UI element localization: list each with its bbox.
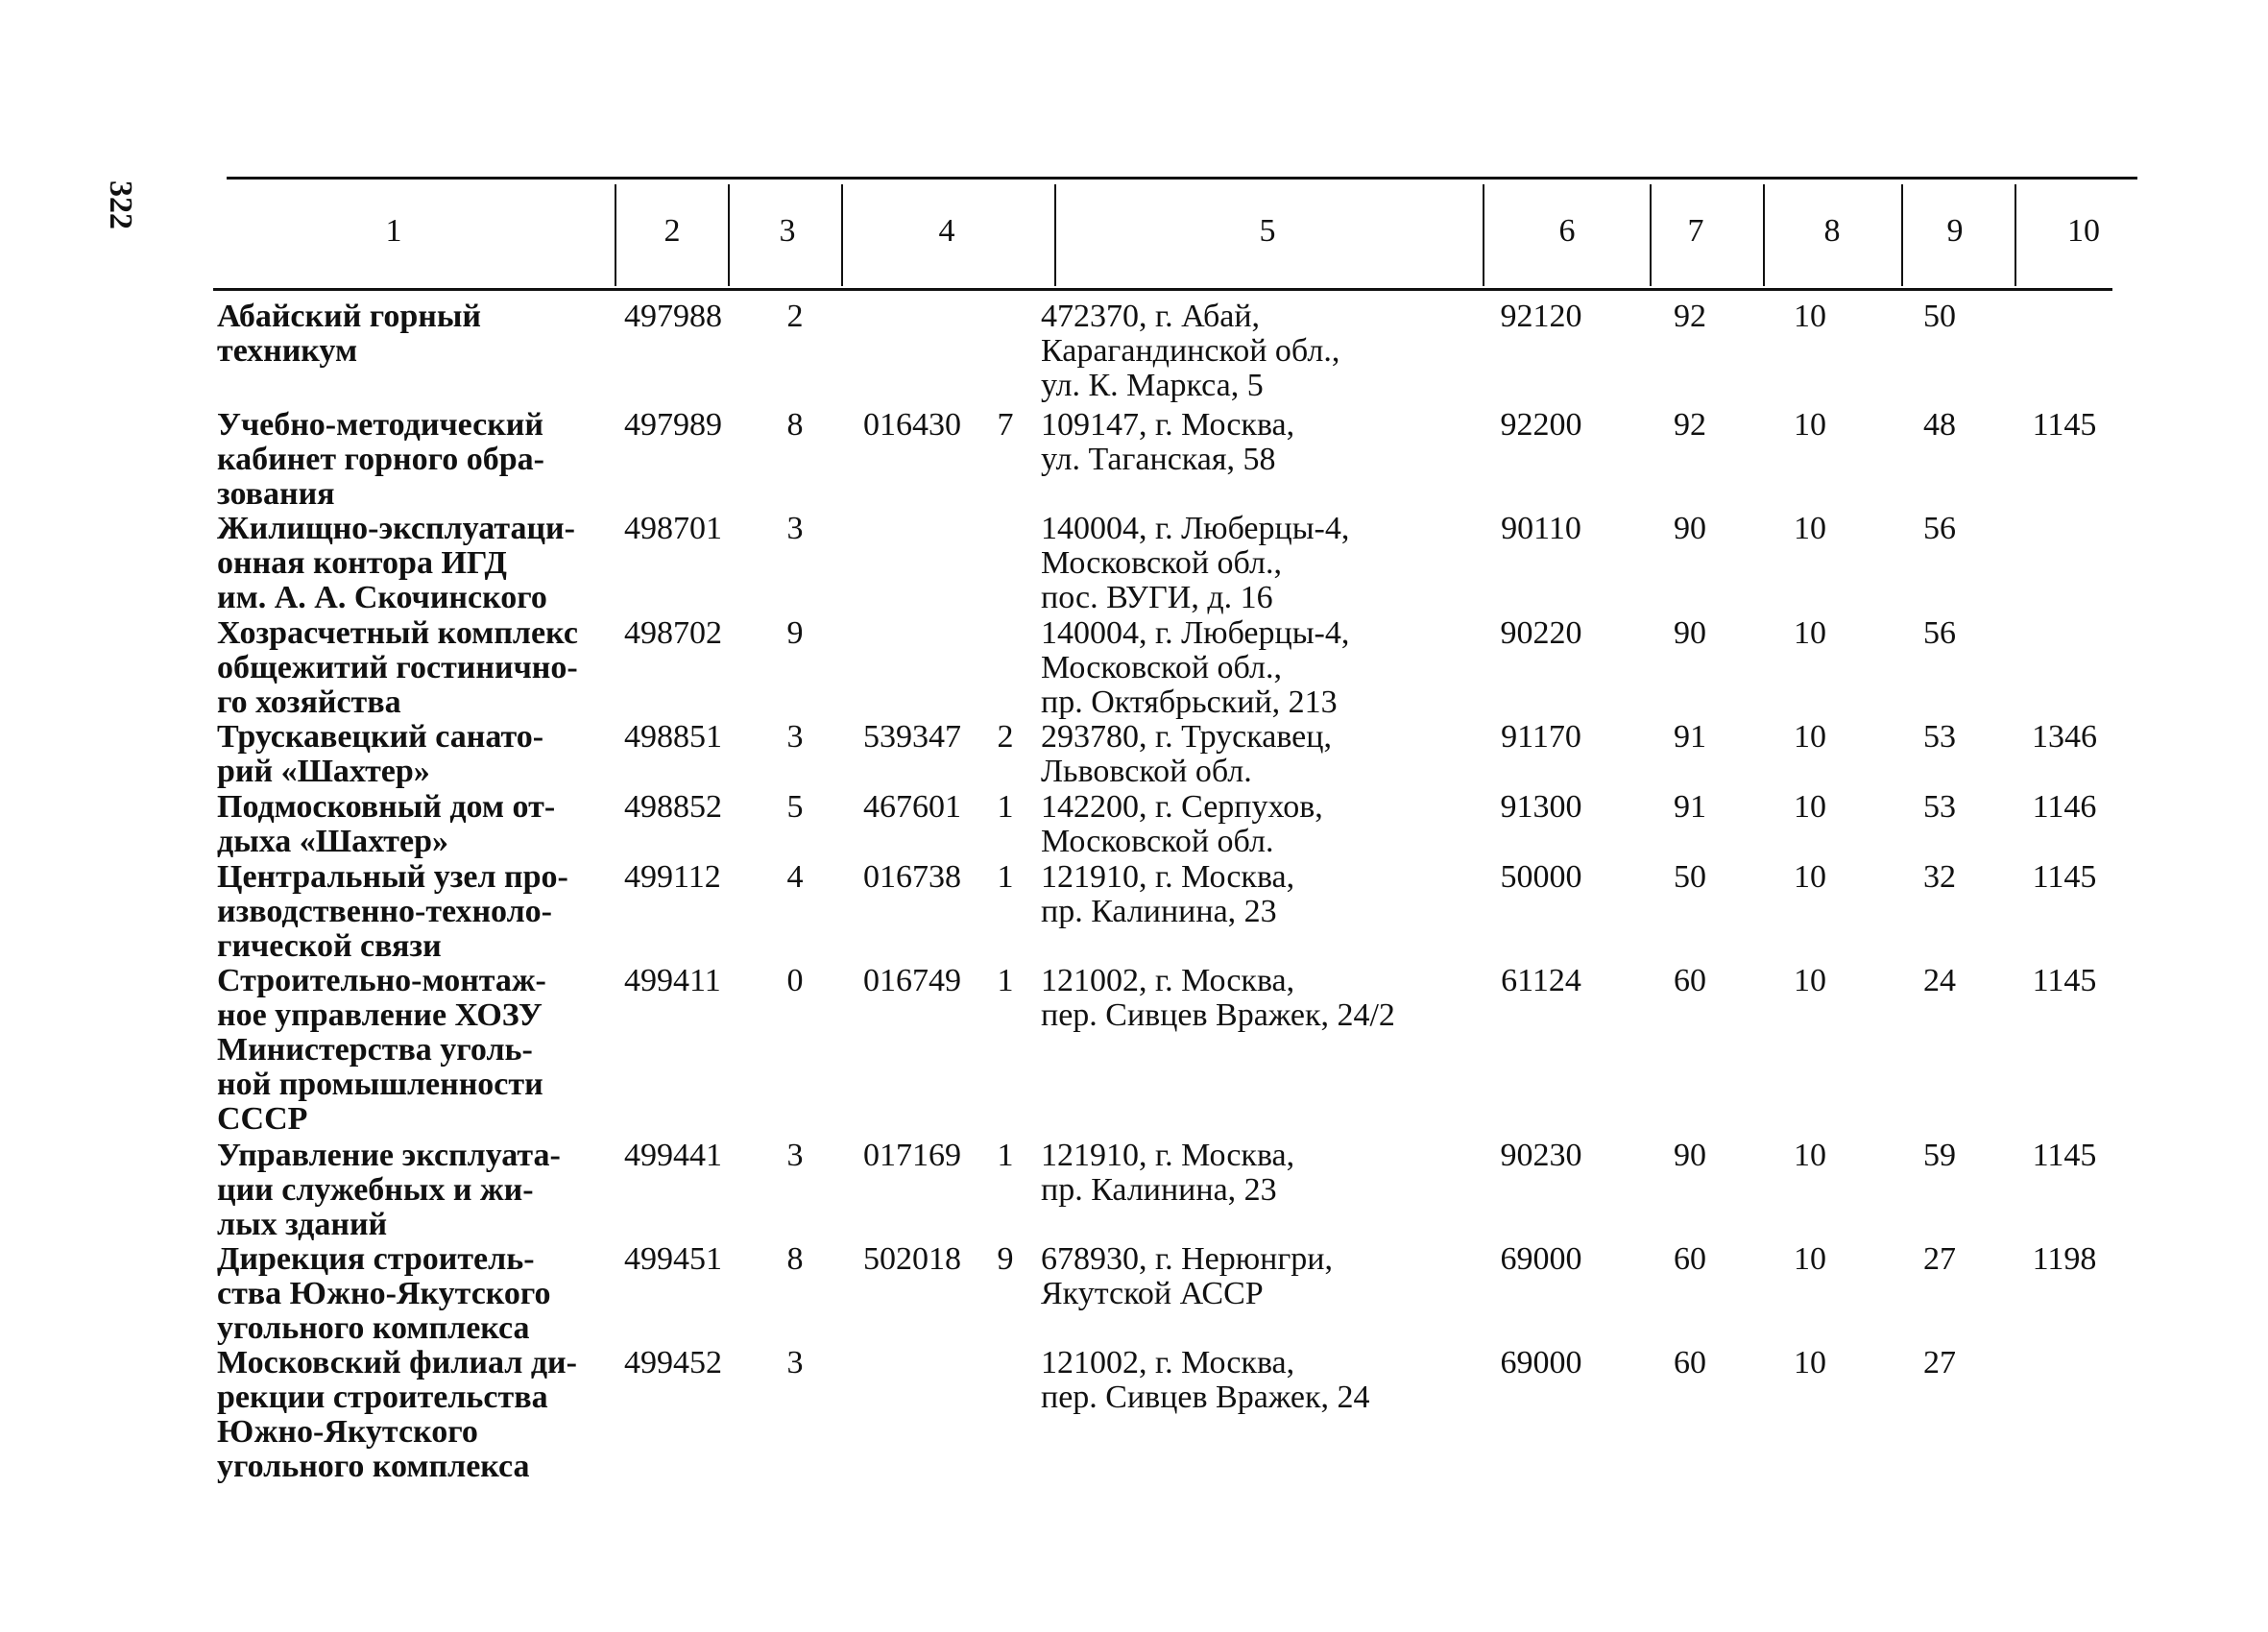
column-header-4: 4 [938,213,955,249]
column-header-1: 1 [385,213,402,249]
organization-name-line: угольного комплекса [217,1449,530,1484]
cell-column-2: 497988 [624,299,722,334]
organization-name-line: онная контора ИГД [217,545,507,581]
column-divider [728,184,730,286]
cell-column-2: 499441 [624,1138,722,1173]
cell-column-7: 91 [1674,719,1706,755]
cell-column-2: 499452 [624,1345,722,1380]
cell-column-9: 50 [1923,299,1956,334]
cell-column-6: 92120 [1500,299,1582,334]
organization-name-line: гической связи [217,928,442,964]
organization-name-line: Строительно-монтаж- [217,963,546,998]
cell-column-6: 90230 [1500,1138,1582,1173]
cell-column-7: 92 [1674,407,1706,443]
cell-column-2: 499112 [624,859,721,895]
address-line: 121002, г. Москва, [1041,1345,1295,1380]
cell-column-7: 90 [1674,1138,1706,1173]
cell-column-9: 27 [1923,1241,1956,1277]
column-header-2: 2 [664,213,681,249]
cell-column-7: 60 [1674,963,1706,998]
organization-name-line: СССР [217,1101,308,1137]
cell-column-10: 1346 [2032,719,2097,755]
address-line: 140004, г. Люберцы-4, [1041,615,1350,651]
cell-column-4-code: 017169 [863,1138,961,1173]
column-divider [1763,184,1765,286]
cell-column-3: 3 [786,1345,804,1380]
address-line: 293780, г. Трускавец, [1041,719,1332,755]
cell-column-9: 27 [1923,1345,1956,1380]
organization-name-line: Подмосковный дом от- [217,789,556,825]
address-line: Карагандинской обл., [1041,333,1340,369]
cell-column-9: 53 [1923,789,1956,825]
cell-column-9: 56 [1923,615,1956,651]
address-line: Московской обл. [1041,824,1274,859]
cell-column-7: 91 [1674,789,1706,825]
cell-column-8: 10 [1794,407,1826,443]
cell-column-10: 1145 [2032,1138,2097,1173]
cell-column-8: 10 [1794,789,1826,825]
cell-column-9: 59 [1923,1138,1956,1173]
cell-column-3: 3 [786,1138,804,1173]
organization-name-line: дыха «Шахтер» [217,824,448,859]
cell-column-9: 32 [1923,859,1956,895]
cell-column-6: 50000 [1500,859,1582,895]
organization-name-line: Трускавецкий санато- [217,719,544,755]
organization-name-line: го хозяйства [217,684,401,720]
column-header-7: 7 [1687,213,1704,249]
organization-name-line: ной промышленности [217,1067,543,1102]
cell-column-6: 69000 [1500,1345,1582,1380]
organization-name-line: изводственно-техноло- [217,894,552,929]
table-top-rule [227,177,2137,180]
organization-name-line: Управление эксплуата- [217,1138,561,1173]
organization-name-line: Южно-Якутского [217,1414,478,1450]
address-line: пр. Октябрьский, 213 [1041,684,1338,720]
cell-column-10: 1145 [2032,963,2097,998]
organization-name-line: рекции строительства [217,1380,548,1415]
cell-column-4-code: 016738 [863,859,961,895]
cell-column-7: 50 [1674,859,1706,895]
address-line: 678930, г. Нерюнгри, [1041,1241,1333,1277]
address-line: ул. К. Маркса, 5 [1041,368,1264,403]
cell-column-4-check: 1 [997,859,1014,895]
cell-column-4-check: 9 [997,1241,1014,1277]
address-line: 472370, г. Абай, [1041,299,1261,334]
organization-name-line: угольного комплекса [217,1310,530,1346]
cell-column-4-code: 539347 [863,719,961,755]
cell-column-9: 53 [1923,719,1956,755]
organization-name-line: лых зданий [217,1207,388,1242]
cell-column-8: 10 [1794,859,1826,895]
cell-column-8: 10 [1794,1241,1826,1277]
organization-name-line: зования [217,476,335,512]
cell-column-2: 498851 [624,719,722,755]
cell-column-6: 91300 [1500,789,1582,825]
cell-column-8: 10 [1794,1345,1826,1380]
address-line: Московской обл., [1041,545,1282,581]
address-line: Якутской АССР [1041,1276,1264,1311]
cell-column-4-check: 1 [997,789,1014,825]
organization-name-line: техникум [217,333,358,369]
cell-column-2: 497989 [624,407,722,443]
address-line: пр. Калинина, 23 [1041,1172,1277,1208]
cell-column-8: 10 [1794,299,1826,334]
cell-column-7: 92 [1674,299,1706,334]
cell-column-8: 10 [1794,511,1826,546]
address-line: Львовской обл. [1041,754,1252,789]
address-line: Московской обл., [1041,650,1282,685]
column-divider [2015,184,2016,286]
address-line: пер. Сивцев Вражек, 24/2 [1041,997,1395,1033]
organization-name-line: ции служебных и жи- [217,1172,534,1208]
organization-name-line: Хозрасчетный комплекс [217,615,578,651]
cell-column-3: 4 [786,859,804,895]
cell-column-4-check: 2 [997,719,1014,755]
cell-column-4-code: 467601 [863,789,961,825]
organization-name-line: Министерства уголь- [217,1032,533,1068]
column-header-8: 8 [1823,213,1841,249]
page-number: 322 [103,180,138,229]
cell-column-6: 61124 [1501,963,1581,998]
organization-name-line: ное управление ХОЗУ [217,997,543,1033]
cell-column-9: 48 [1923,407,1956,443]
organization-name-line: Жилищно-эксплуатаци- [217,511,575,546]
cell-column-2: 499451 [624,1241,722,1277]
address-line: ул. Таганская, 58 [1041,442,1276,477]
address-line: пр. Калинина, 23 [1041,894,1277,929]
column-divider [615,184,616,286]
column-divider [1483,184,1484,286]
organization-name-line: рий «Шахтер» [217,754,430,789]
cell-column-2: 498701 [624,511,722,546]
cell-column-9: 24 [1923,963,1956,998]
address-line: 109147, г. Москва, [1041,407,1295,443]
column-header-3: 3 [779,213,796,249]
cell-column-10: 1145 [2032,407,2097,443]
cell-column-10: 1198 [2032,1241,2097,1277]
cell-column-3: 9 [786,615,804,651]
cell-column-8: 10 [1794,963,1826,998]
column-divider [841,184,843,286]
cell-column-2: 498852 [624,789,722,825]
address-line: 121910, г. Москва, [1041,859,1295,895]
cell-column-2: 499411 [624,963,721,998]
header-bottom-rule [213,288,2112,291]
cell-column-3: 8 [786,1241,804,1277]
cell-column-3: 8 [786,407,804,443]
column-divider [1054,184,1056,286]
column-header-10: 10 [2067,213,2100,249]
address-line: пер. Сивцев Вражек, 24 [1041,1380,1370,1415]
cell-column-4-code: 502018 [863,1241,961,1277]
organization-name-line: Центральный узел про- [217,859,568,895]
organization-name-line: Московский филиал ди- [217,1345,577,1380]
column-header-6: 6 [1558,213,1576,249]
cell-column-7: 90 [1674,615,1706,651]
cell-column-8: 10 [1794,1138,1826,1173]
cell-column-6: 69000 [1500,1241,1582,1277]
column-header-9: 9 [1946,213,1964,249]
organization-name-line: им. А. А. Скочинского [217,580,547,615]
cell-column-4-code: 016749 [863,963,961,998]
cell-column-4-check: 1 [997,1138,1014,1173]
cell-column-3: 3 [786,511,804,546]
cell-column-4-check: 1 [997,963,1014,998]
cell-column-3: 2 [786,299,804,334]
cell-column-6: 92200 [1500,407,1582,443]
cell-column-6: 90220 [1500,615,1582,651]
column-divider [1650,184,1652,286]
cell-column-3: 5 [786,789,804,825]
cell-column-7: 90 [1674,511,1706,546]
cell-column-9: 56 [1923,511,1956,546]
organization-name-line: Учебно-методический [217,407,543,443]
cell-column-6: 90110 [1501,511,1581,546]
cell-column-4-check: 7 [997,407,1014,443]
cell-column-2: 498702 [624,615,722,651]
organization-name-line: Дирекция строитель- [217,1241,535,1277]
cell-column-7: 60 [1674,1345,1706,1380]
address-line: 121910, г. Москва, [1041,1138,1295,1173]
cell-column-7: 60 [1674,1241,1706,1277]
cell-column-10: 1146 [2032,789,2097,825]
cell-column-8: 10 [1794,719,1826,755]
cell-column-10: 1145 [2032,859,2097,895]
address-line: 121002, г. Москва, [1041,963,1295,998]
column-divider [1901,184,1903,286]
address-line: пос. ВУГИ, д. 16 [1041,580,1273,615]
organization-name-line: ства Южно-Якутского [217,1276,551,1311]
column-header-5: 5 [1259,213,1276,249]
cell-column-8: 10 [1794,615,1826,651]
organization-name-line: Абайский горный [217,299,482,334]
organization-name-line: кабинет горного обра- [217,442,544,477]
cell-column-3: 0 [786,963,804,998]
cell-column-4-code: 016430 [863,407,961,443]
cell-column-3: 3 [786,719,804,755]
cell-column-6: 91170 [1501,719,1581,755]
address-line: 142200, г. Серпухов, [1041,789,1323,825]
organization-name-line: общежитий гостинично- [217,650,578,685]
address-line: 140004, г. Люберцы-4, [1041,511,1350,546]
